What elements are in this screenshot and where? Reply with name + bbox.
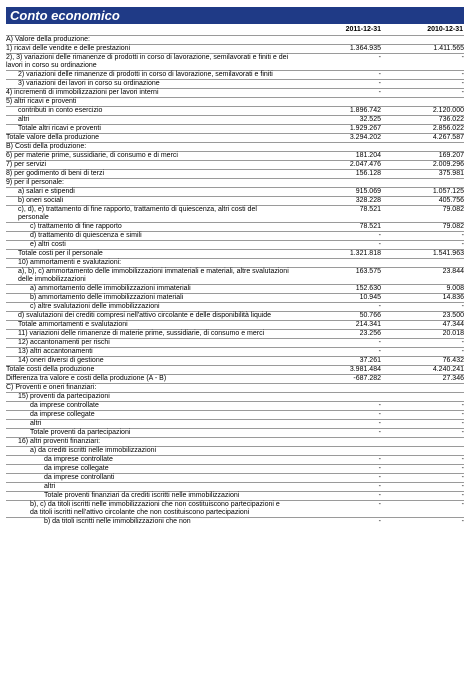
row-value-2011: 78.521 — [289, 206, 381, 223]
row-value-2010: 14.836 — [381, 294, 464, 303]
row-value-2011: - — [289, 501, 381, 518]
table-row — [6, 170, 464, 179]
row-value-2010: - — [381, 501, 464, 518]
income-statement-body — [6, 36, 464, 527]
table-row — [6, 152, 464, 161]
row-value-2010 — [381, 179, 464, 188]
row-value-2011: 1.896.742 — [289, 107, 381, 116]
section-title: Conto economico — [6, 7, 464, 24]
column-header-row — [6, 25, 464, 34]
row-label: a) salari e stipendi — [6, 188, 289, 197]
row-label: 3) variazioni dei lavori in corso su ordinazione — [6, 80, 289, 89]
row-label: 16) altri proventi finanziari: — [6, 438, 289, 447]
row-value-2010: 2.120.000 — [381, 107, 464, 116]
row-label: 14) oneri diversi di gestione — [6, 357, 289, 366]
row-value-2010 — [381, 393, 464, 402]
row-value-2010: 405.756 — [381, 197, 464, 206]
row-value-2010: - — [381, 54, 464, 71]
table-row — [6, 89, 464, 98]
row-label: contributi in conto esercizio — [6, 107, 289, 116]
row-value-2010: 79.082 — [381, 206, 464, 223]
row-value-2011: - — [289, 474, 381, 483]
table-row — [6, 456, 464, 465]
table-row — [6, 312, 464, 321]
row-label: e) altri costi — [6, 241, 289, 250]
row-label: 5) altri ricavi e proventi — [6, 98, 289, 107]
table-row — [6, 223, 464, 232]
table-row — [6, 45, 464, 54]
row-value-2010: - — [381, 339, 464, 348]
row-label: d) svalutazioni dei crediti compresi nell'attivo circolante e delle disponibilità liquide — [6, 312, 289, 321]
row-value-2011: 328.228 — [289, 197, 381, 206]
row-value-2011: 2.047.476 — [289, 161, 381, 170]
row-value-2010: - — [381, 303, 464, 312]
row-value-2011 — [289, 259, 381, 268]
row-value-2011: 163.575 — [289, 268, 381, 285]
row-value-2011: - — [289, 303, 381, 312]
row-value-2011 — [289, 98, 381, 107]
row-value-2010 — [381, 447, 464, 456]
row-value-2010: 1.411.565 — [381, 45, 464, 54]
table-row — [6, 232, 464, 241]
row-value-2010: 1.541.963 — [381, 250, 464, 259]
table-row — [6, 206, 464, 223]
row-label: 13) altri accantonamenti — [6, 348, 289, 357]
row-label: b) ammortamento delle immobilizzazioni materiali — [6, 294, 289, 303]
row-value-2011: 10.945 — [289, 294, 381, 303]
table-row — [6, 259, 464, 268]
table-row — [6, 375, 464, 384]
row-label: Totale altri ricavi e proventi — [6, 125, 289, 134]
row-value-2010: 2.009.296 — [381, 161, 464, 170]
row-value-2011: - — [289, 420, 381, 429]
row-value-2010: 375.981 — [381, 170, 464, 179]
table-row — [6, 161, 464, 170]
row-value-2010: - — [381, 232, 464, 241]
row-label: Totale costi della produzione — [6, 366, 289, 375]
table-row — [6, 268, 464, 285]
row-label: 8) per godimento di beni di terzi — [6, 170, 289, 179]
table-row — [6, 393, 464, 402]
row-label: da imprese controllate — [6, 456, 289, 465]
row-value-2010 — [381, 438, 464, 447]
row-value-2011: 3.981.484 — [289, 366, 381, 375]
row-value-2010: - — [381, 429, 464, 438]
row-value-2010: - — [381, 80, 464, 89]
row-label: da imprese controllanti — [6, 474, 289, 483]
row-value-2010: 47.344 — [381, 321, 464, 330]
table-row — [6, 54, 464, 71]
table-row — [6, 294, 464, 303]
row-label: da imprese collegate — [6, 411, 289, 420]
row-value-2010: - — [381, 411, 464, 420]
row-label: c) trattamento di fine rapporto — [6, 223, 289, 232]
row-label: c) altre svalutazioni delle immobilizzazioni — [6, 303, 289, 312]
column-header-2010: 2010-12-31 — [427, 26, 463, 33]
row-value-2010: 23.500 — [381, 312, 464, 321]
row-value-2011: 23.256 — [289, 330, 381, 339]
row-value-2010: - — [381, 402, 464, 411]
row-label: 7) per servizi — [6, 161, 289, 170]
row-value-2010 — [381, 36, 464, 45]
row-value-2011 — [289, 447, 381, 456]
row-value-2011: 78.521 — [289, 223, 381, 232]
row-label: b), c) da titoli iscritti nelle immobilizzazioni che non costituiscono partecipazioni e da titoli iscritti nell'attivo circolante che non costituiscono partecipazioni — [6, 501, 289, 518]
row-label: Totale proventi da partecipazioni — [6, 429, 289, 438]
row-label: B) Costi della produzione: — [6, 143, 289, 152]
row-label: 10) ammortamenti e svalutazioni: — [6, 259, 289, 268]
row-value-2011: 37.261 — [289, 357, 381, 366]
row-value-2010: 1.057.125 — [381, 188, 464, 197]
row-value-2011: 1.929.267 — [289, 125, 381, 134]
row-value-2010: 79.082 — [381, 223, 464, 232]
row-label: da imprese collegate — [6, 465, 289, 474]
income-statement-table — [6, 35, 464, 526]
row-label: 11) variazioni delle rimanenze di materie prime, sussidiarie, di consumo e merci — [6, 330, 289, 339]
row-value-2011: 181.204 — [289, 152, 381, 161]
table-row — [6, 447, 464, 456]
row-label: Totale valore della produzione — [6, 134, 289, 143]
row-value-2011: - — [289, 492, 381, 501]
row-value-2011: - — [289, 518, 381, 527]
row-label: Differenza tra valore e costi della produzione (A - B) — [6, 375, 289, 384]
row-value-2010: 20.018 — [381, 330, 464, 339]
row-label: 15) proventi da partecipazioni — [6, 393, 289, 402]
row-label: 9) per il personale: — [6, 179, 289, 188]
row-value-2010: 76.432 — [381, 357, 464, 366]
row-value-2010: 169.207 — [381, 152, 464, 161]
table-row — [6, 71, 464, 80]
row-label: Totale proventi finanziari da crediti iscritti nelle immobilizzazioni — [6, 492, 289, 501]
table-row — [6, 330, 464, 339]
table-row — [6, 420, 464, 429]
table-row — [6, 465, 464, 474]
table-row — [6, 241, 464, 250]
row-label: c), d), e) trattamento di fine rapporto, trattamento di quiescenza, altri costi del personale — [6, 206, 289, 223]
row-value-2010: - — [381, 483, 464, 492]
row-value-2011: -687.282 — [289, 375, 381, 384]
table-row — [6, 339, 464, 348]
row-value-2011 — [289, 143, 381, 152]
table-row — [6, 36, 464, 45]
row-label: d) trattamento di quiescenza e simili — [6, 232, 289, 241]
row-value-2011: 3.294.202 — [289, 134, 381, 143]
row-value-2011: 50.766 — [289, 312, 381, 321]
row-value-2011: - — [289, 54, 381, 71]
table-row — [6, 483, 464, 492]
row-value-2010: - — [381, 518, 464, 527]
row-value-2010: 27.346 — [381, 375, 464, 384]
table-row — [6, 80, 464, 89]
row-value-2010: - — [381, 420, 464, 429]
row-value-2011: - — [289, 80, 381, 89]
row-value-2010 — [381, 143, 464, 152]
row-label: Totale ammortamenti e svalutazioni — [6, 321, 289, 330]
table-row — [6, 429, 464, 438]
row-value-2010: 4.267.587 — [381, 134, 464, 143]
row-value-2011: - — [289, 71, 381, 80]
row-label: 2) variazioni delle rimanenze di prodotti in corso di lavorazione, semilavorati e finiti — [6, 71, 289, 80]
row-value-2010: - — [381, 474, 464, 483]
table-row — [6, 438, 464, 447]
row-label: da imprese controllate — [6, 402, 289, 411]
table-row — [6, 366, 464, 375]
row-value-2011: 32.525 — [289, 116, 381, 125]
row-label: a) da crediti iscritti nelle immobilizzazioni — [6, 447, 289, 456]
row-value-2011 — [289, 179, 381, 188]
table-row — [6, 357, 464, 366]
row-label: 1) ricavi delle vendite e delle prestazioni — [6, 45, 289, 54]
row-value-2010: - — [381, 456, 464, 465]
row-label: b) da titoli iscritti nelle immobilizzazioni che non — [6, 518, 289, 527]
table-row — [6, 518, 464, 527]
row-label: altri — [6, 420, 289, 429]
row-label: Totale costi per il personale — [6, 250, 289, 259]
row-label: 4) incrementi di immobilizzazioni per lavori interni — [6, 89, 289, 98]
row-value-2011: - — [289, 429, 381, 438]
row-label: b) oneri sociali — [6, 197, 289, 206]
table-row — [6, 474, 464, 483]
row-value-2011: 915.069 — [289, 188, 381, 197]
row-label: a) ammortamento delle immobilizzazioni immateriali — [6, 285, 289, 294]
row-value-2011: 152.630 — [289, 285, 381, 294]
table-row — [6, 501, 464, 518]
row-value-2011: 1.321.818 — [289, 250, 381, 259]
row-value-2011: - — [289, 411, 381, 420]
row-value-2010: 2.856.022 — [381, 125, 464, 134]
row-label: C) Proventi e oneri finanziari: — [6, 384, 289, 393]
table-row — [6, 411, 464, 420]
table-row — [6, 134, 464, 143]
row-value-2011: - — [289, 339, 381, 348]
table-row — [6, 348, 464, 357]
table-row — [6, 492, 464, 501]
table-row — [6, 125, 464, 134]
table-row — [6, 384, 464, 393]
table-row — [6, 285, 464, 294]
row-value-2010 — [381, 259, 464, 268]
table-row — [6, 143, 464, 152]
row-value-2010: - — [381, 89, 464, 98]
row-value-2011: 156.128 — [289, 170, 381, 179]
column-header-2011: 2011-12-31 — [345, 26, 381, 33]
table-row — [6, 188, 464, 197]
row-value-2010: - — [381, 71, 464, 80]
row-value-2010: - — [381, 492, 464, 501]
table-row — [6, 321, 464, 330]
table-row — [6, 303, 464, 312]
row-value-2010: 4.240.241 — [381, 366, 464, 375]
row-label: altri — [6, 116, 289, 125]
row-label: 2), 3) variazioni delle rimanenze di prodotti in corso di lavorazione, semilavorati e finiti e dei lavori in corso su ordinazione — [6, 54, 289, 69]
row-value-2011 — [289, 393, 381, 402]
row-value-2011 — [289, 384, 381, 393]
row-label: 12) accantonamenti per rischi — [6, 339, 289, 348]
table-row — [6, 107, 464, 116]
row-value-2010: 9.008 — [381, 285, 464, 294]
row-value-2011: - — [289, 402, 381, 411]
row-value-2011: - — [289, 232, 381, 241]
row-value-2010: 736.022 — [381, 116, 464, 125]
table-row — [6, 116, 464, 125]
row-value-2010: 23.844 — [381, 268, 464, 285]
row-label: A) Valore della produzione: — [6, 36, 289, 45]
row-value-2011: - — [289, 465, 381, 474]
row-value-2010: - — [381, 465, 464, 474]
row-value-2010: - — [381, 348, 464, 357]
row-value-2011: 1.364.935 — [289, 45, 381, 54]
row-value-2011: - — [289, 456, 381, 465]
row-value-2011 — [289, 36, 381, 45]
table-row — [6, 197, 464, 206]
table-row — [6, 98, 464, 107]
table-row — [6, 250, 464, 259]
row-value-2011: - — [289, 483, 381, 492]
row-value-2011 — [289, 438, 381, 447]
row-label: 6) per materie prime, sussidiarie, di consumo e di merci — [6, 152, 289, 161]
row-value-2010: - — [381, 241, 464, 250]
row-label: altri — [6, 483, 289, 492]
row-value-2011: 214.341 — [289, 321, 381, 330]
row-value-2011: - — [289, 89, 381, 98]
row-value-2010 — [381, 384, 464, 393]
row-value-2011: - — [289, 241, 381, 250]
row-value-2010 — [381, 98, 464, 107]
row-label: a), b), c) ammortamento delle immobilizzazioni immateriali e materiali, altre svalutazioni delle immobilizzazioni — [6, 268, 289, 285]
table-row — [6, 402, 464, 411]
table-row — [6, 179, 464, 188]
row-value-2011: - — [289, 348, 381, 357]
